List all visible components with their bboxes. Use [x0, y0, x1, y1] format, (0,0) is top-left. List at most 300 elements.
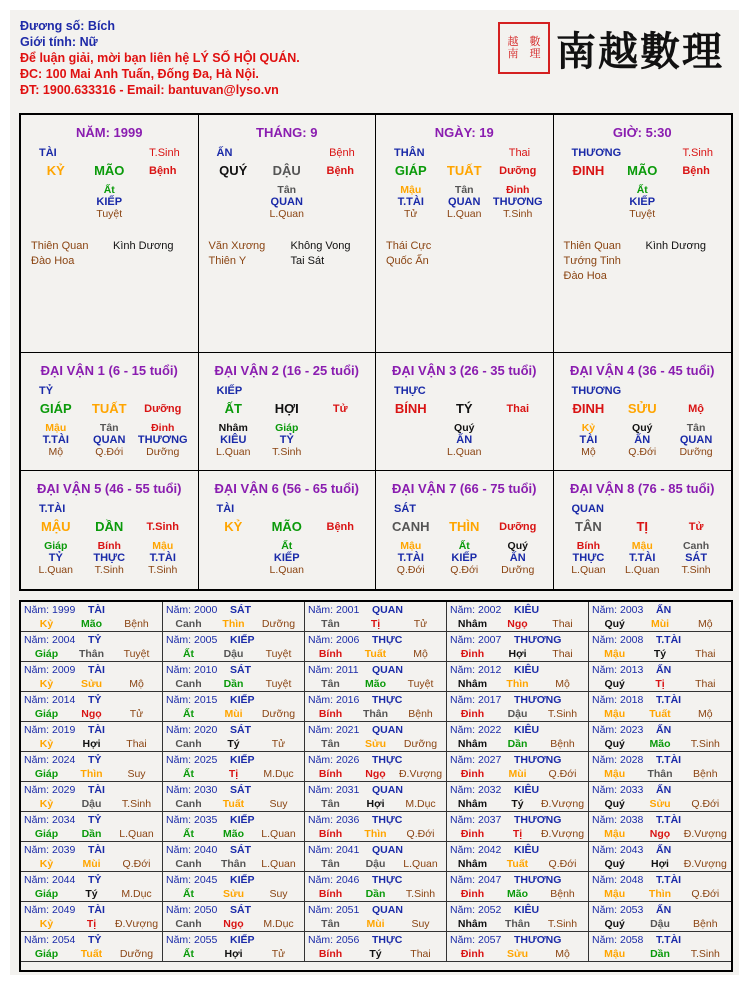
shensha: Tướng Tinh [563, 255, 621, 267]
year-star: TỶ [88, 814, 102, 826]
year-branch: Tý [511, 798, 524, 810]
year-label: Năm: 2056 [308, 934, 360, 946]
year-pillar [21, 917, 162, 931]
year-pillar [447, 677, 588, 691]
year-star: TÀI [88, 664, 105, 676]
heavenly-stem: TÂN [575, 519, 602, 534]
heavenly-stem: BÍNH [394, 401, 427, 416]
hidden-ten-god: T.TÀI [42, 434, 69, 446]
gender: Giới tính: Nữ [20, 35, 98, 49]
year-cell [21, 692, 163, 722]
year-phase: Dưỡng [261, 618, 296, 630]
year-pillar [447, 857, 588, 871]
star-row [554, 503, 732, 515]
hidden-stem: Ất [458, 540, 470, 552]
year-branch: Hợi [651, 858, 669, 870]
heavenly-stem: GIÁP [39, 401, 72, 416]
branch-state: Mộ [688, 402, 705, 415]
hidden-gods-row [376, 196, 553, 208]
year-label: Năm: 2000 [166, 604, 218, 616]
year-pillar [21, 617, 162, 631]
heavenly-stem: MẬU [40, 519, 71, 534]
year-line [163, 662, 304, 677]
year-line [305, 782, 446, 797]
hidden-stem: Mậu [45, 422, 67, 434]
year-cell [305, 932, 447, 962]
year-line [589, 872, 731, 887]
hidden-ten-god: KIẾP [451, 552, 478, 564]
year-cell [305, 692, 447, 722]
year-stem: Nhâm [457, 858, 488, 870]
year-star: TÀI [88, 784, 105, 796]
growth-phase: T.Sinh [149, 147, 180, 159]
phase-row [554, 446, 732, 458]
year-phase: T.Sinh [690, 948, 720, 960]
year-label: Năm: 2028 [592, 754, 644, 766]
shensha: Thiên Y [208, 255, 247, 267]
year-cell [447, 932, 589, 962]
hidden-ten-god: T.TÀI [397, 552, 424, 564]
year-branch: Thìn [648, 888, 672, 900]
year-label: Năm: 2011 [308, 664, 359, 676]
year-star: T.TÀI [656, 934, 682, 946]
year-pillar [21, 827, 162, 841]
year-cell [305, 812, 447, 842]
year-cell [163, 752, 305, 782]
year-branch: Dần [650, 948, 670, 960]
year-phase: Đ.Vượng [540, 798, 585, 810]
shensha: Quốc Ấn [386, 255, 429, 267]
year-label: Năm: 2025 [166, 754, 218, 766]
phase: L.Quan [625, 564, 660, 576]
year-line [589, 602, 731, 617]
phase: L.Quan [269, 564, 304, 576]
year-line [589, 812, 731, 827]
year-phase: Mộ [555, 948, 570, 960]
branch-state: Bệnh [682, 164, 710, 177]
year-pillar [447, 887, 588, 901]
year-stem: Nhâm [457, 738, 488, 750]
year-line [589, 662, 731, 677]
year-branch: Dậu [365, 858, 386, 870]
year-branch: Sửu [649, 798, 671, 810]
year-pillar [21, 887, 162, 901]
hidden-ten-god: QUAN [448, 196, 481, 208]
year-branch: Ngọ [365, 768, 386, 780]
year-cell [447, 902, 589, 932]
year-branch: Thân [78, 648, 105, 660]
year-pillar [305, 887, 446, 901]
year-cell [305, 782, 447, 812]
year-star: THƯƠNG [514, 634, 562, 646]
year-stem: Mậu [604, 948, 626, 960]
cell-title: ĐẠI VẬN 7 (66 - 75 tuổi) [392, 481, 537, 496]
year-star: QUAN [372, 904, 403, 916]
year-line [305, 932, 446, 947]
year-pillar [305, 677, 446, 691]
phase-row [376, 564, 553, 576]
phase: T.Sinh [503, 208, 533, 220]
year-phase: Bệnh [408, 708, 433, 720]
hidden-ten-god: THỰC [572, 552, 605, 564]
phase: L.Quan [571, 564, 606, 576]
logo-text: 南越數理 [556, 28, 724, 75]
cell-title: ĐẠI VẬN 3 (26 - 35 tuổi) [392, 363, 537, 378]
stem-branch-row [554, 401, 732, 416]
hidden-ten-god: T.TÀI [397, 196, 424, 208]
year-label: Năm: 2014 [24, 694, 76, 706]
year-branch: Thân [362, 708, 389, 720]
cell-title: NGÀY: 19 [434, 125, 494, 140]
ten-god-star: SÁT [394, 503, 416, 515]
year-cell [163, 662, 305, 692]
year-stem: Giáp [34, 888, 59, 900]
hidden-stem: Quý [632, 422, 653, 434]
year-phase: T.Sinh [547, 918, 578, 930]
year-label: Năm: 2049 [24, 904, 76, 916]
hidden-stem: Bính [97, 540, 121, 552]
year-cell [163, 782, 305, 812]
star-row [554, 385, 732, 397]
branch-state: Thai [506, 402, 530, 415]
shensha: Thiên Quan [31, 240, 89, 252]
year-label: Năm: 2026 [308, 754, 360, 766]
year-branch: Dậu [81, 798, 102, 810]
year-branch: Hợi [366, 798, 385, 810]
dai-van-cell [376, 353, 554, 471]
year-pillar [589, 887, 731, 901]
year-cell [163, 722, 305, 752]
year-star: QUAN [372, 604, 403, 616]
year-label: Năm: 2003 [592, 604, 644, 616]
hidden-stem: Ất [103, 184, 115, 196]
year-branch: Ngọ [81, 708, 102, 720]
year-phase: Mộ [555, 678, 570, 690]
hidden-ten-god: QUAN [270, 196, 303, 208]
year-pillar [589, 647, 731, 661]
year-cell [305, 632, 447, 662]
hidden-stems-row [21, 540, 198, 552]
year-cell [21, 812, 163, 842]
year-label: Năm: 2042 [450, 844, 502, 856]
year-phase: Thai [695, 678, 716, 690]
year-label: Năm: 2051 [308, 904, 360, 916]
year-branch: Tý [653, 648, 667, 660]
year-branch: Mão [365, 678, 386, 690]
year-pillar [163, 917, 304, 931]
year-label: Năm: 2054 [24, 934, 76, 946]
year-phase: Đ.Vượng [114, 918, 159, 930]
year-cell [163, 902, 305, 932]
year-pillar [21, 767, 162, 781]
year-branch: Dần [507, 738, 528, 750]
year-star: TỶ [88, 874, 102, 886]
contact-note: Để luận giải, mời bạn liên hệ LÝ SỐ HỘI QUÁN. [20, 51, 300, 65]
year-phase: Thai [552, 618, 573, 630]
year-label: Năm: 2033 [592, 784, 644, 796]
year-star: THỰC [372, 634, 403, 646]
year-pillar [305, 647, 446, 661]
year-label: Năm: 2031 [308, 784, 360, 796]
hidden-stem: Tân [686, 422, 706, 434]
year-star: QUAN [372, 784, 403, 796]
year-stem: Nhâm [457, 918, 488, 930]
year-pillar [589, 677, 731, 691]
year-phase: Dưỡng [119, 948, 154, 960]
dai-van-cell [376, 471, 554, 589]
year-phase: Tử [271, 948, 286, 960]
hidden-ten-god: ẤN [634, 434, 651, 446]
hidden-ten-god: KIẾP [96, 196, 123, 208]
year-pillar [447, 827, 588, 841]
year-phase: Bệnh [693, 768, 718, 780]
phase-row [554, 208, 732, 220]
year-cell [589, 692, 731, 722]
heavenly-stem: KỶ [46, 163, 65, 178]
year-line [21, 932, 162, 947]
star-row [199, 385, 376, 397]
year-branch: Mão [81, 618, 102, 630]
hidden-ten-god: THƯƠNG [137, 434, 188, 446]
year-line [305, 632, 446, 647]
owner-name: Đương số: Bích [20, 19, 116, 33]
year-phase: Suy [127, 768, 146, 780]
year-branch: Tuất [222, 798, 245, 810]
year-stem: Đinh [460, 648, 485, 660]
year-label: Năm: 2009 [24, 664, 76, 676]
year-cell [447, 692, 589, 722]
year-line [447, 602, 588, 617]
year-phase: T.Sinh [121, 798, 152, 810]
year-phase: Mộ [698, 708, 713, 720]
stem-branch-row [21, 163, 198, 178]
year-line [21, 812, 162, 827]
year-label: Năm: 2029 [24, 784, 76, 796]
year-branch: Sửu [506, 948, 529, 960]
year-pillar [589, 767, 731, 781]
year-phase: Bệnh [550, 888, 575, 900]
year-stem: Mậu [604, 828, 626, 840]
hidden-ten-god: ẤN [509, 552, 526, 564]
earthly-branch: DẦN [95, 519, 124, 534]
year-pillar [447, 917, 588, 931]
year-branch: Thìn [80, 768, 103, 780]
year-cell [447, 602, 589, 632]
hidden-stems-row [376, 540, 553, 552]
year-cell [589, 602, 731, 632]
year-branch: Dậu [223, 648, 244, 660]
year-cell [21, 752, 163, 782]
year-pillar [305, 947, 446, 961]
phase: T.Sinh [272, 446, 302, 458]
year-star: TỶ [88, 754, 102, 766]
shensha: Thiên Quan [563, 240, 621, 252]
year-star: SÁT [230, 604, 251, 616]
year-star: TÀI [88, 904, 105, 916]
cell-title: ĐẠI VẬN 2 (16 - 25 tuổi) [214, 363, 359, 378]
year-star: QUAN [372, 724, 403, 736]
shensha: Đào Hoa [563, 270, 607, 282]
year-phase: Thai [552, 648, 573, 660]
phase: T.Sinh [681, 564, 711, 576]
year-line [163, 632, 304, 647]
year-label: Năm: 2017 [450, 694, 502, 706]
earthly-branch: MÃO [627, 163, 658, 178]
year-pillar [447, 647, 588, 661]
earthly-branch: TỊ [636, 519, 649, 534]
year-cell [163, 932, 305, 962]
year-cell [589, 812, 731, 842]
year-label: Năm: 2040 [166, 844, 218, 856]
year-line [589, 632, 731, 647]
hidden-ten-god: SÁT [685, 552, 708, 564]
year-label: Năm: 2047 [450, 874, 502, 886]
year-cell [163, 602, 305, 632]
year-branch: Sửu [364, 738, 387, 750]
star-row [199, 503, 376, 515]
year-star: THƯƠNG [514, 874, 562, 886]
year-label: Năm: 2016 [308, 694, 360, 706]
ten-god-star: THƯƠNG [571, 147, 622, 159]
year-branch: Hợi [508, 648, 527, 660]
year-branch: Tý [227, 738, 240, 750]
year-phase: Dưỡng [261, 708, 296, 720]
year-cell [163, 692, 305, 722]
year-pillar [21, 647, 162, 661]
year-branch: Sửu [80, 678, 103, 690]
year-line [163, 602, 304, 617]
year-stem: Canh [175, 858, 202, 870]
hidden-gods-row [21, 552, 198, 564]
phase: Tuyệt [629, 208, 656, 220]
year-branch: Thân [504, 918, 531, 930]
cell-title: GIỜ: 5:30 [612, 125, 672, 140]
year-phase: L.Quan [403, 858, 438, 870]
branch-state: T.Sinh [146, 520, 179, 533]
year-branch: Mùi [508, 768, 527, 780]
year-line [21, 722, 162, 737]
year-line [163, 722, 304, 737]
year-star: KIÊU [514, 844, 540, 856]
year-stem: Bính [318, 828, 343, 840]
year-stem: Tân [321, 618, 340, 630]
year-phase: M.Dục [263, 768, 294, 780]
logo [498, 16, 730, 82]
stem-branch-row [376, 401, 553, 416]
year-line [21, 662, 162, 677]
year-cell [163, 812, 305, 842]
heavenly-stem: KỶ [224, 519, 243, 534]
year-pillar [163, 797, 304, 811]
year-star: KIẾP [230, 694, 255, 706]
year-pillar [305, 917, 446, 931]
hidden-stem: Quý [454, 422, 475, 434]
year-cell [305, 722, 447, 752]
hidden-stem: Ất [281, 540, 293, 552]
year-pillar [163, 857, 304, 871]
cell-title: THÁNG: 9 [256, 125, 318, 140]
year-star: ẤN [656, 604, 672, 616]
year-phase: M.Dục [263, 918, 294, 930]
year-line [163, 842, 304, 857]
year-stem: Kỷ [39, 918, 54, 930]
hidden-stem: Ất [636, 184, 648, 196]
year-branch: Tuất [506, 858, 529, 870]
year-phase: Bệnh [124, 618, 149, 630]
year-star: KIÊU [514, 664, 540, 676]
year-phase: Tuyệt [407, 678, 434, 690]
year-label: Năm: 2010 [166, 664, 218, 676]
hidden-gods-row [199, 552, 376, 564]
year-star: KIÊU [514, 784, 540, 796]
earthly-branch: MÃO [271, 519, 302, 534]
year-pillar [305, 827, 446, 841]
dai-van-cell [21, 353, 199, 471]
ten-god-star: KIẾP [216, 385, 243, 397]
year-label: Năm: 2015 [166, 694, 218, 706]
year-branch: Mùi [650, 618, 670, 630]
stem-branch-row [21, 401, 198, 416]
ten-god-star: T.TÀI [39, 503, 66, 515]
year-cell [589, 842, 731, 872]
year-star: THỰC [372, 754, 403, 766]
year-stem: Bính [318, 648, 343, 660]
year-star: SÁT [230, 904, 251, 916]
year-stem: Giáp [34, 708, 59, 720]
year-cell [447, 782, 589, 812]
year-star: THỰC [372, 874, 403, 886]
year-branch: Sửu [222, 888, 245, 900]
year-star: T.TÀI [656, 874, 682, 886]
year-phase: T.Sinh [405, 888, 436, 900]
year-stem: Tân [321, 798, 340, 810]
hidden-ten-god: TỶ [279, 434, 294, 446]
year-line [21, 602, 162, 617]
year-phase: Dưỡng [403, 738, 438, 750]
earthly-branch: THÌN [449, 519, 480, 534]
year-line [305, 692, 446, 707]
year-pillar [21, 707, 162, 721]
year-line [305, 842, 446, 857]
year-branch: Dần [81, 828, 102, 840]
hidden-stem: Bính [576, 540, 601, 552]
year-stem: Tân [321, 678, 340, 690]
growth-phase: T.Sinh [682, 147, 714, 159]
hidden-gods-row [21, 196, 198, 208]
year-stem: Tân [321, 918, 340, 930]
dai-van-cell [199, 353, 377, 471]
year-star: TÀI [88, 724, 105, 736]
cell-title: ĐẠI VẬN 4 (36 - 45 tuổi) [570, 363, 715, 378]
phase-row [21, 564, 198, 576]
year-line [163, 812, 304, 827]
hidden-stem: Mậu [400, 540, 422, 552]
year-cell [447, 812, 589, 842]
year-pillar [21, 797, 162, 811]
year-phase: Thai [126, 738, 147, 750]
year-star: THỰC [372, 694, 403, 706]
hidden-ten-god: TỶ [48, 552, 63, 564]
year-phase: Mộ [413, 648, 428, 660]
year-phase: Thai [695, 648, 716, 660]
year-line [163, 902, 304, 917]
header [20, 18, 300, 98]
star-row [376, 385, 553, 397]
star-row [376, 147, 553, 159]
phase-row [199, 564, 376, 576]
year-label: Năm: 2004 [24, 634, 76, 646]
year-stem: Mậu [604, 648, 626, 660]
